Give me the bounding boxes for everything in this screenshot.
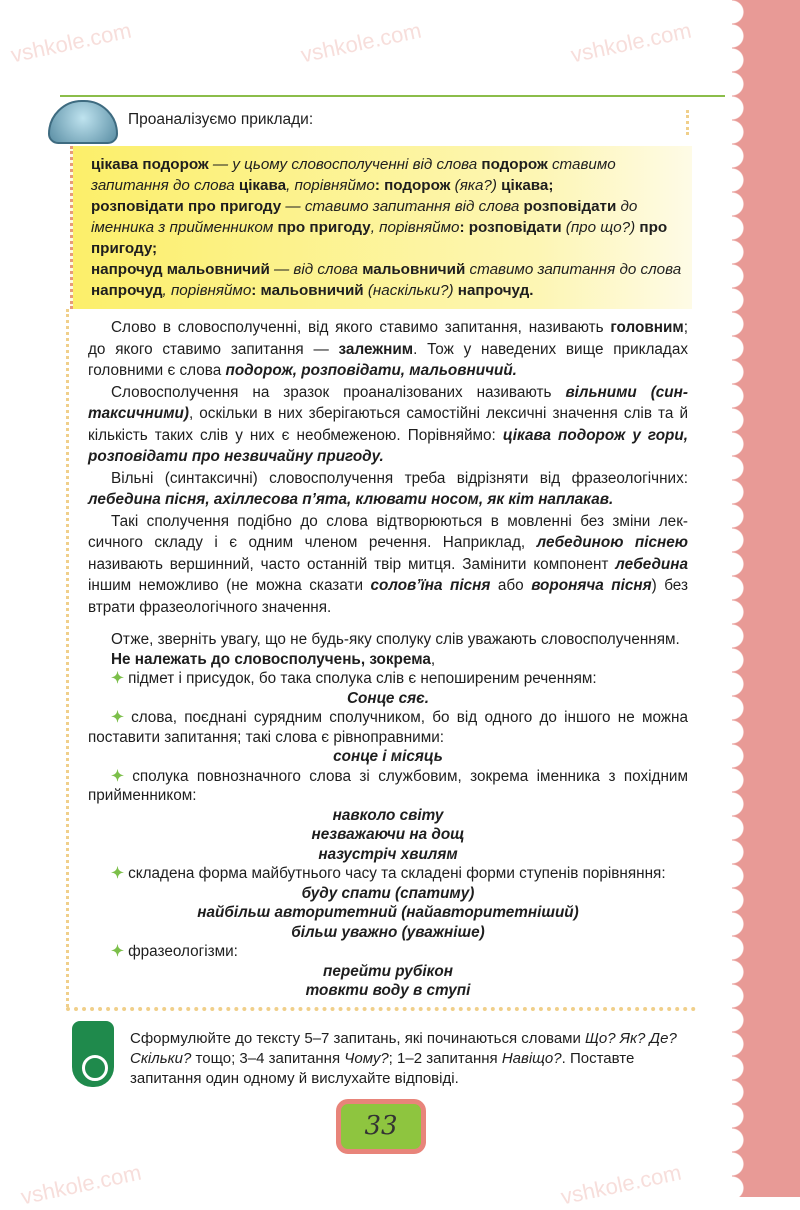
intro-text: Проаналізуємо приклади: bbox=[128, 111, 314, 128]
text-segment: Словосполучення на зразок проаналізованих називають bbox=[111, 383, 566, 401]
exclusion-item bbox=[88, 669, 688, 689]
text-segment: подорож, розповідати, мальовничий. bbox=[225, 362, 517, 379]
text-segment: вільними (синтаксичними) bbox=[88, 383, 688, 422]
text-segment: вороняча пісня bbox=[531, 577, 652, 594]
text-segment: лебединою піснею bbox=[536, 534, 688, 551]
paragraph bbox=[88, 317, 688, 382]
scalloped-page-edge bbox=[732, 0, 800, 1197]
vine-divider bbox=[60, 95, 725, 97]
text-segment: — у цьому словосполученні від слова bbox=[208, 156, 482, 173]
star-bullet-icon: ✦ bbox=[111, 943, 129, 960]
text-segment: : мальовничий bbox=[251, 282, 364, 299]
task-text bbox=[130, 1021, 690, 1089]
watermark: vshkole.com bbox=[568, 17, 694, 68]
rule-intro: Отже, зверніть увагу, що не будь-яку сполуку слів уважають словосполученням. bbox=[111, 631, 680, 648]
example-line bbox=[91, 259, 684, 301]
exclusion-item bbox=[88, 767, 688, 806]
text-segment: ) без втрати фразеологічного значення. bbox=[88, 577, 688, 616]
exclusion-example: сонце і місяць bbox=[333, 748, 443, 765]
text-segment: цікава bbox=[238, 177, 287, 194]
text-segment: до іменника з прийменником bbox=[91, 198, 638, 236]
exclusion-item bbox=[88, 708, 688, 747]
text-segment: тощо; 3–4 запитання bbox=[191, 1049, 345, 1067]
text-segment: : розповідати bbox=[459, 219, 562, 236]
exclusion-example: назустріч хвилям bbox=[318, 845, 458, 863]
text-segment: розповідати bbox=[523, 198, 617, 215]
text-segment: (наскільки?) bbox=[363, 282, 458, 299]
star-bullet-icon: ✦ bbox=[111, 670, 129, 687]
text-segment: розповідати про пригоду bbox=[91, 198, 282, 215]
text-segment: цікава подорож у гори, розповідати про незвичайну пригоду. bbox=[88, 426, 688, 465]
text-segment: Вільні (синтаксичні) словосполучення треба відрізняти від фразеологічних: bbox=[111, 469, 688, 487]
text-segment: Що? Як? Де? Скільки? bbox=[130, 1029, 677, 1067]
example-line bbox=[91, 154, 684, 196]
text-body bbox=[66, 309, 696, 1007]
exclusion-example: перейти рубікон bbox=[323, 962, 453, 980]
exclusion-example: незважаючи на дощ bbox=[311, 826, 465, 843]
exclusion-example: буду спати (спатиму) bbox=[301, 884, 475, 902]
star-bullet-icon: ✦ bbox=[111, 865, 129, 882]
exclusions-section bbox=[88, 630, 688, 1001]
text-segment: напрочуд bbox=[91, 282, 163, 299]
text-segment: . Поставте запитання один одному й вислухайте відповіді. bbox=[130, 1049, 635, 1087]
text-segment: цікава подорож bbox=[91, 156, 209, 173]
page-number: 33 bbox=[336, 1099, 426, 1154]
text-segment: залежним bbox=[338, 340, 414, 358]
text-segment: про пригоду; bbox=[91, 219, 668, 257]
text-segment: , оскільки в них зберігаються самостійні лексичні значення слів та й кількість таких слів у них є необмеженою. Порівняймо: bbox=[88, 405, 688, 444]
text-segment: ; до якого ставимо запитання — bbox=[88, 319, 688, 358]
star-bullet-icon: ✦ bbox=[111, 709, 132, 726]
text-segment: — ставимо запитання від слова bbox=[281, 198, 524, 215]
text-segment: (про що?) bbox=[561, 219, 640, 236]
text-segment: Слово в словосполученні, від якого ставимо запитання, називають bbox=[111, 319, 611, 336]
task-row bbox=[66, 1011, 696, 1089]
text-segment: цікава; bbox=[501, 177, 554, 194]
exclusion-item bbox=[88, 942, 688, 962]
text-segment: лебедина bbox=[615, 555, 688, 573]
watermark: vshkole.com bbox=[558, 1159, 684, 1210]
rule-heading: Не належать до словосполучень, зокрема bbox=[111, 650, 431, 668]
text-segment: головним bbox=[610, 319, 684, 336]
text-segment: Такі сполучення подібно до слова відтворюються в мовленні без зміни лексичного складу і є одним членом речення. Наприклад, bbox=[88, 512, 688, 551]
text-segment: — від слова bbox=[269, 261, 363, 278]
text-segment: Сформулюйте до тексту 5–7 запитань, які починаються словами bbox=[130, 1029, 586, 1047]
text-segment: іншим неможливо (не можна сказати bbox=[88, 577, 371, 594]
page-column bbox=[66, 146, 696, 1154]
exclusion-text: сполука повнозначного слова зі службовим, зокрема іменника з похідним прийменником: bbox=[88, 767, 688, 804]
exclusion-example: Сонце сяє. bbox=[346, 689, 430, 707]
text-segment: . Тож у наведених вище прикладах головними є слова bbox=[88, 340, 688, 379]
watermark: vshkole.com bbox=[298, 17, 424, 68]
text-segment: солов’їна пісня bbox=[370, 577, 491, 594]
text-segment: ставимо запитання до слова bbox=[91, 156, 616, 194]
text-segment: ; 1–2 запитання bbox=[388, 1049, 502, 1067]
text-segment: , порівняймо bbox=[286, 177, 375, 194]
text-segment: ставимо запитання до слова bbox=[465, 261, 682, 278]
text-segment: або bbox=[490, 577, 532, 594]
text-segment: мальовничий bbox=[362, 261, 466, 278]
dotted-border bbox=[686, 110, 690, 135]
paragraph bbox=[88, 511, 688, 619]
exclusion-text: фразеологізми: bbox=[128, 943, 238, 960]
text-segment: називають вершинний, часто останній твір митця. Замінити компонент bbox=[88, 555, 616, 573]
shell-icon bbox=[48, 100, 118, 144]
exclusion-example: більш уважно (уважніше) bbox=[291, 923, 485, 941]
exclusion-example: найбільш авторитетний (найавторитетніший) bbox=[197, 904, 579, 921]
exclusion-text: підмет і присудок, бо така сполука слів є непоширеним реченням: bbox=[128, 670, 597, 687]
text-segment: напрочуд мальовничий bbox=[91, 261, 270, 278]
text-segment: Чому? bbox=[344, 1049, 389, 1067]
text-segment: подорож bbox=[481, 156, 548, 173]
text-segment: про пригоду bbox=[277, 219, 371, 236]
example-line bbox=[91, 196, 684, 259]
text-segment: : подорож bbox=[374, 177, 451, 194]
text-segment: лебедина пісня, ахіллесова п’ята, клювати носом, як кіт наплакав. bbox=[88, 491, 614, 508]
main-text bbox=[88, 317, 688, 618]
star-bullet-icon: ✦ bbox=[111, 767, 133, 785]
text-segment: напрочуд. bbox=[457, 282, 534, 299]
paragraph bbox=[88, 468, 688, 511]
text-segment: (яка?) bbox=[450, 177, 502, 194]
paragraph bbox=[88, 382, 688, 468]
exclusion-text: складена форма майбутнього часу та складені форми ступенів порівняння: bbox=[128, 865, 666, 882]
text-segment: , порівняймо bbox=[370, 219, 460, 236]
examples-box bbox=[70, 146, 692, 309]
exclusion-item bbox=[88, 864, 688, 884]
watermark: vshkole.com bbox=[8, 17, 134, 68]
text-segment: , порівняймо bbox=[162, 282, 252, 299]
exclusion-example: навколо світу bbox=[332, 806, 444, 824]
text-segment: Навіщо? bbox=[501, 1049, 562, 1067]
exclusion-text: слова, поєднані сурядним сполучником, бо від одного до іншого не можна поставити запитання; такі слова є рівноправними: bbox=[88, 709, 688, 746]
hand-icon bbox=[72, 1021, 114, 1087]
watermark: vshkole.com bbox=[18, 1159, 144, 1210]
rule-heading-tail: , bbox=[430, 650, 436, 668]
page-number-wrap bbox=[66, 1089, 696, 1154]
exclusion-example: товкти воду в ступі bbox=[305, 982, 471, 999]
